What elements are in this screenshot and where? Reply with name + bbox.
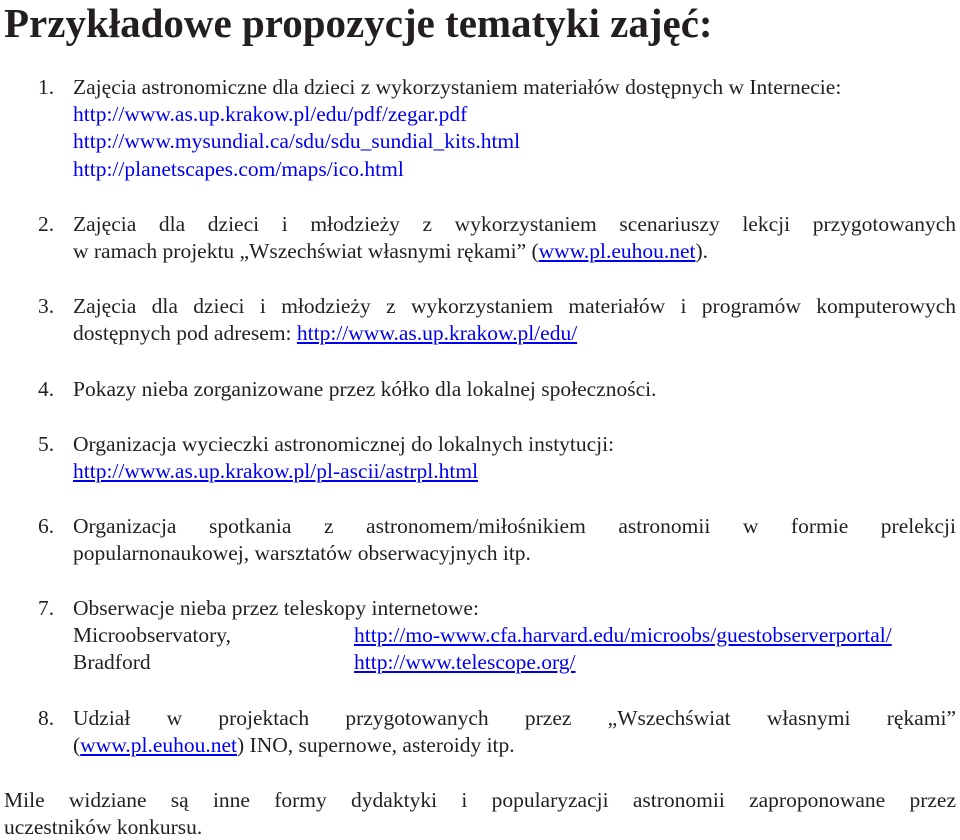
item-8-line-2-text: ) INO, supernowe, asteroidy itp.	[237, 733, 515, 757]
item-8-euhou-link[interactable]: www.pl.euhou.net	[80, 733, 238, 757]
item-3-number: 3.	[38, 294, 55, 318]
item-1-text: Zajęcia astronomiczne dla dzieci z wykorzystaniem materiałów dostępnych w Internecie:	[73, 75, 842, 99]
item-5-astrpl-link[interactable]: http://www.as.up.krakow.pl/pl-ascii/astrpl.html	[73, 459, 479, 483]
item-8-number: 8.	[38, 706, 55, 730]
item-5-number: 5.	[38, 432, 55, 456]
item-5-text: Organizacja wycieczki astronomicznej do lokalnych instytucji:	[73, 432, 615, 456]
item-8-line-2-open: (	[73, 733, 81, 757]
item-4-text: Pokazy nieba zorganizowane przez kółko dla lokalnej społeczności.	[73, 377, 657, 401]
item-1-link-planetscapes[interactable]: http://planetscapes.com/maps/ico.html	[73, 157, 404, 181]
item-7-number: 7.	[38, 596, 55, 620]
item-4-number: 4.	[38, 377, 55, 401]
item-1-link-zegar[interactable]: http://www.as.up.krakow.pl/edu/pdf/zegar.pdf	[73, 102, 468, 126]
item-3-line-2-text: dostępnych pod adresem:	[73, 321, 297, 345]
bradford-telescope-link[interactable]: http://www.telescope.org/	[354, 650, 576, 674]
item-6-number: 6.	[38, 514, 55, 538]
item-7-text: Obserwacje nieba przez teleskopy internetowe:	[73, 596, 479, 620]
item-6-line-1: Organizacja spotkania z astronomem/miłośnikiem astronomii w formie prelekcji	[73, 514, 956, 538]
item-2-number: 2.	[38, 212, 55, 236]
item-2-line-1: Zajęcia dla dzieci i młodzieży z wykorzystaniem scenariuszy lekcji przygotowanych	[73, 212, 956, 236]
telescope-name-microobservatory: Microobservatory,	[73, 623, 232, 647]
item-6-line-2: popularnonaukowej, warsztatów obserwacyjnych itp.	[73, 541, 531, 565]
closing-note-line-1: Mile widziane są inne formy dydaktyki i popularyzacji astronomii zaproponowane przez	[4, 788, 956, 812]
closing-note-line-2: uczestników konkursu.	[4, 815, 203, 839]
item-8-line-2	[73, 732, 515, 758]
item-1-number: 1.	[38, 75, 55, 99]
item-3-line-1: Zajęcia dla dzieci i młodzieży z wykorzystaniem materiałów i programów komputerowych	[73, 294, 956, 318]
item-2-line-2-end: ).	[695, 239, 709, 263]
item-3-edu-link[interactable]: http://www.as.up.krakow.pl/edu/	[296, 321, 578, 345]
item-1-link-mysundial[interactable]: http://www.mysundial.ca/sdu/sdu_sundial_kits.html	[73, 129, 521, 153]
page-title: Przykładowe propozycje tematyki zajęć:	[4, 0, 713, 46]
item-8-line-1: Udział w projektach przygotowanych przez „Wszechświat własnymi rękami”	[73, 706, 956, 730]
item-2-euhou-link[interactable]: www.pl.euhou.net	[538, 239, 696, 263]
telescope-name-bradford: Bradford	[73, 650, 151, 674]
item-3-line-2	[73, 320, 577, 346]
item-2-line-2	[73, 238, 708, 264]
microobservatory-link[interactable]: http://mo-www.cfa.harvard.edu/microobs/guestobserverportal/	[354, 623, 892, 647]
item-2-line-2-text: w ramach projektu „Wszechświat własnymi rękami” (	[73, 239, 539, 263]
